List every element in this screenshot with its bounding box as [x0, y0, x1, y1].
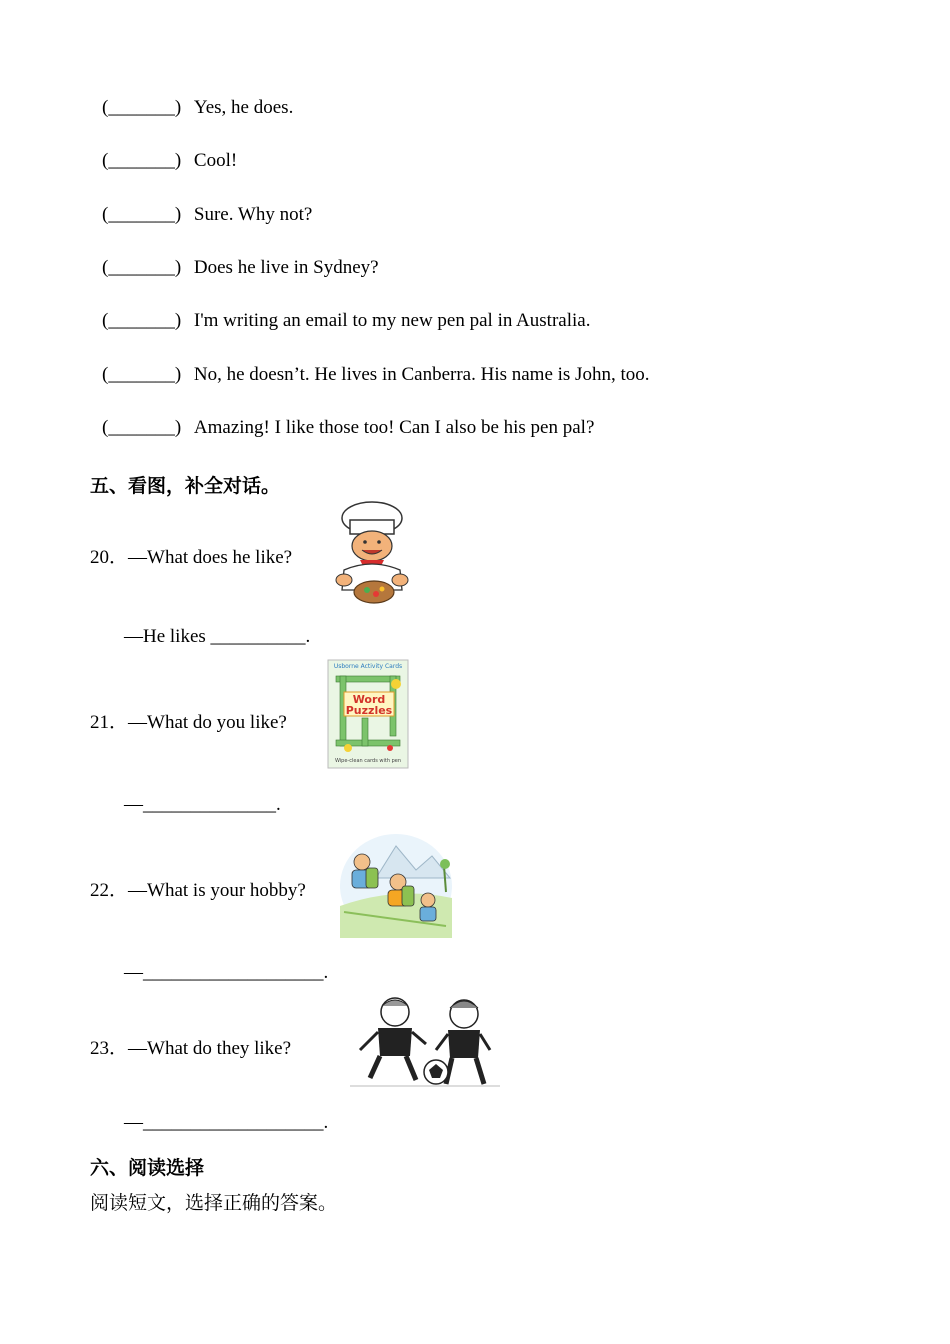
question-23: [90, 1033, 291, 1060]
book-top-text: Usborne Activity Cards: [333, 663, 403, 670]
answer-blank[interactable]: (_______): [102, 417, 182, 438]
answer-blank[interactable]: (_______): [102, 364, 182, 385]
book-title-1: Word: [352, 693, 386, 706]
dialogue-item: [102, 204, 312, 226]
question-22: [90, 875, 306, 902]
dialogue-text: Cool!: [193, 150, 238, 171]
question-number: 22．: [90, 880, 129, 901]
question-text: —What do they like?: [128, 1038, 292, 1059]
answer-blank[interactable]: (_______): [102, 97, 182, 118]
answer-21[interactable]: —______________.: [124, 794, 281, 815]
question-number: 20．: [90, 547, 129, 568]
book-title-2: Puzzles: [345, 704, 393, 717]
football-picture: [350, 994, 500, 1090]
dialogue-text: Amazing! I like those too! Can I also be his pen pal?: [193, 417, 595, 438]
question-text: —What does he like?: [128, 547, 293, 568]
dialogue-item: [102, 417, 594, 439]
word-puzzles-book-picture: [326, 658, 410, 770]
dialogue-item: [102, 310, 590, 332]
dialogue-item: [102, 150, 237, 172]
answer-blank[interactable]: (_______): [102, 204, 182, 225]
dialogue-text: Sure. Why not?: [193, 204, 313, 225]
book-bottom-text: Wipe-clean cards with pen: [334, 758, 402, 764]
answer-blank[interactable]: (_______): [102, 310, 182, 331]
section-6-title: 六、阅读选择: [90, 1157, 205, 1179]
section-6-instruction: 阅读短文，选择正确的答案。: [90, 1192, 338, 1214]
hiking-picture: [336, 826, 454, 942]
dialogue-item: [102, 257, 379, 279]
question-text: —What do you like?: [128, 712, 287, 733]
dialogue-item: [102, 364, 649, 386]
chef-picture: [322, 498, 422, 608]
answer-23[interactable]: —___________________.: [124, 1112, 329, 1133]
question-21: [90, 707, 287, 734]
dialogue-text: No, he doesn’t. He lives in Canberra. His name is John, too.: [193, 364, 650, 385]
dialogue-text: I'm writing an email to my new pen pal in Australia.: [193, 310, 591, 331]
dialogue-text: Yes, he does.: [193, 97, 294, 118]
section-5-title: 五、看图，补全对话。: [90, 475, 281, 497]
answer-22[interactable]: —___________________.: [124, 962, 329, 983]
answer-blank[interactable]: (_______): [102, 257, 182, 278]
question-20: [90, 542, 292, 569]
dialogue-text: Does he live in Sydney?: [193, 257, 379, 278]
question-number: 21．: [90, 712, 129, 733]
dialogue-item: [102, 97, 293, 119]
answer-20[interactable]: —He likes __________.: [124, 626, 311, 647]
answer-blank[interactable]: (_______): [102, 150, 182, 171]
question-number: 23．: [90, 1038, 129, 1059]
question-text: —What is your hobby?: [128, 880, 306, 901]
